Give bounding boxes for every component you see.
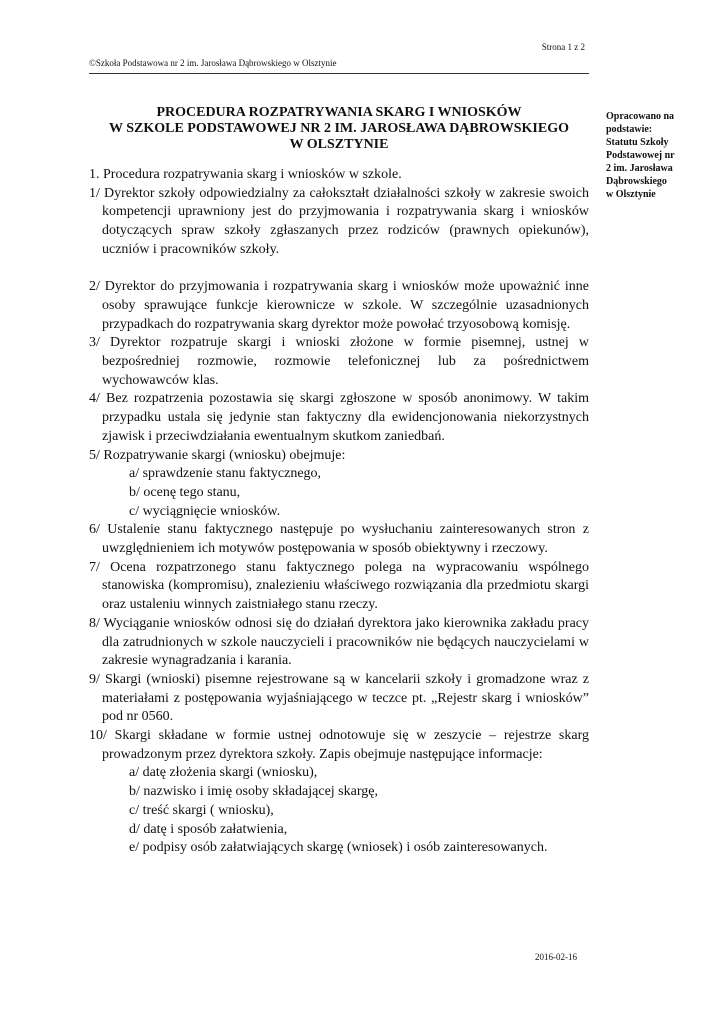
side-note-line: Statutu Szkoły	[606, 137, 669, 148]
side-note-line: Podstawowej nr	[606, 150, 675, 161]
list-item: b/ ocenę tego stanu,	[129, 484, 241, 500]
paragraph-9: 9/ Skargi (wnioski) pisemne rejestrowane są w kancelarii szkoły i gromadzone wraz z materiałami z postępowania wyjaśniającego w teczce pt. „Rejestr skarg i wniosków” pod nr 0560.	[89, 671, 589, 725]
paragraph-6: 6/ Ustalenie stanu faktycznego następuje po wysłuchaniu zainteresowanych stron z uwzględnieniem ich motywów postępowania w sposób obiektywny i rzeczowy.	[89, 522, 589, 557]
list-item: d/ datę i sposób załatwienia,	[129, 821, 288, 837]
page-number: Strona 1 z 2	[541, 42, 585, 52]
paragraph-7: 7/ Ocena rozpatrzonego stanu faktycznego polega na wypracowaniu wspólnego stanowiska (kompromisu), znalezieniu właściwego rozwiązania dla przedmiotu skargi oraz ustaleniu winnych zaistniałego stanu rzeczy.	[89, 559, 589, 613]
paragraph-4: 4/ Bez rozpatrzenia pozostawia się skargi zgłoszone w sposób anonimowy. W takim przypadku ustala się jedynie stan faktyczny dla ewidencjonowania niekorzystnych zjawisk i przeciwdziałania ewentualnym skutkom zaniedbań.	[89, 391, 589, 444]
paragraph-5: 5/ Rozpatrywanie skargi (wniosku) obejmuje:	[89, 447, 346, 463]
intro-paragraph: 1. Procedura rozpatrywania skarg i wniosków w szkole.	[89, 167, 402, 182]
footer-date: 2016-02-16	[535, 952, 577, 962]
title-line-2: W SZKOLE PODSTAWOWEJ NR 2 IM. JAROSŁAWA DĄBROWSKIEGO	[108, 121, 569, 136]
paragraph-2: 2/ Dyrektor do przyjmowania i rozpatrywania skarg i wniosków może upoważnić inne osoby sprawujące funkcje kierownicze w szkole. W szczególnie uzasadnionych przypadkach do rozpatrywania skarg dyrektor może powołać trzyosobową komisję.	[89, 279, 589, 332]
document-body	[89, 166, 589, 858]
title-line-3: W OLSZTYNIE	[289, 137, 389, 152]
side-note-line: podstawie:	[606, 124, 653, 135]
list-item: c/ treść skargi ( wniosku),	[129, 802, 274, 818]
side-note-line: w Olsztynie	[606, 189, 656, 200]
paragraph-3: 3/ Dyrektor rozpatruje skargi i wnioski złożone w formie pisemnej, ustnej w bezpośredniej rozmowie, rozmowie telefonicznej lub za pośrednictwem wychowawców klas.	[89, 335, 589, 388]
side-note-line: Opracowano na	[606, 111, 675, 122]
list-item: b/ nazwisko i imię osoby składającej skargę,	[129, 784, 378, 800]
document-title	[89, 105, 589, 153]
side-note	[606, 110, 718, 201]
list-item: e/ podpisy osób załatwiających skargę (wniosek) i osób zainteresowanych.	[129, 840, 548, 856]
side-note-line: 2 im. Jarosława	[606, 163, 673, 174]
side-note-line: Dąbrowskiego	[606, 176, 667, 187]
school-header: ©Szkoła Podstawowa nr 2 im. Jarosława Dąbrowskiego w Olsztynie	[89, 58, 337, 68]
list-item: a/ datę złożenia skargi (wniosku),	[129, 765, 318, 781]
list-item: c/ wyciągnięcie wniosków.	[129, 503, 281, 519]
title-line-1: PROCEDURA ROZPATRYWANIA SKARG I WNIOSKÓW	[156, 105, 522, 120]
paragraph-8: 8/ Wyciąganie wniosków odnosi się do działań dyrektora jako kierownika zakładu pracy dla zatrudnionych w szkole nauczycieli i pracowników nie będących nauczycielami w zakresie wynagradzania i karania.	[89, 615, 589, 669]
header-divider	[89, 73, 589, 74]
paragraph-1: 1/ Dyrektor szkoły odpowiedzialny za całokształt działalności szkoły w zakresie swoich kompetencji uprawniony jest do przyjmowania i rozpatrywania skarg i wniosków dotyczących spraw szkoły zgłaszanych przez rodziców (prawnych opiekunów), uczniów i pracowników szkoły.	[89, 185, 589, 257]
paragraph-10: 10/ Skargi składane w formie ustnej odnotowuje się w zeszycie – rejestrze skarg prowadzonym przez dyrektora szkoły. Zapis obejmuje następujące informacje:	[89, 728, 589, 762]
list-item: a/ sprawdzenie stanu faktycznego,	[129, 466, 322, 482]
